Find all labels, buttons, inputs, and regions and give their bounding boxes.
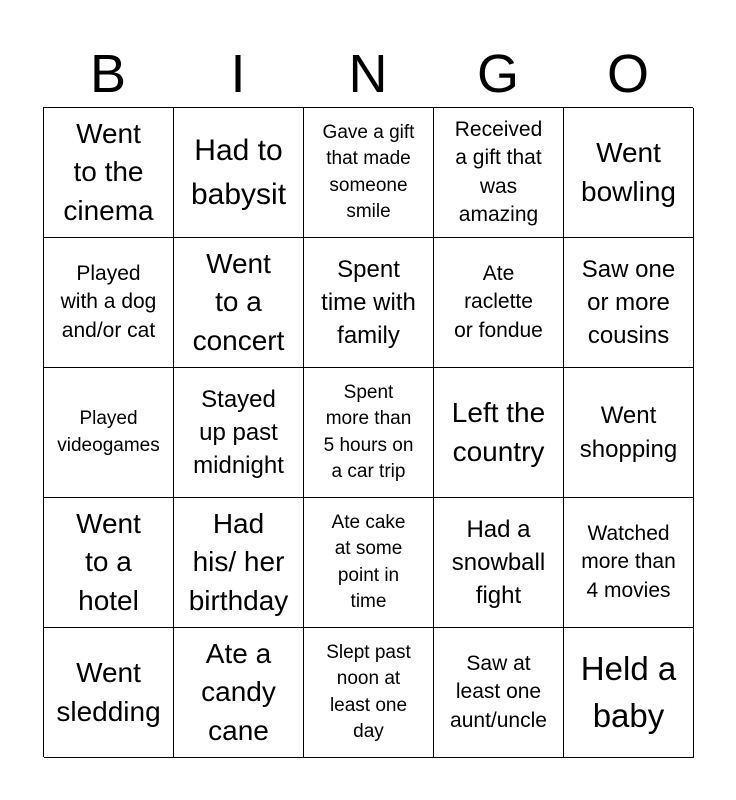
cell-text: Spent more than 5 hours on a car trip (323, 382, 414, 482)
cell-text: Went to a hotel (76, 507, 141, 616)
bingo-cell-r2c1[interactable] (44, 238, 174, 368)
cell-text: Spent time with family (321, 255, 416, 350)
bingo-cell-r1c1[interactable] (44, 108, 174, 238)
cell-text: Played with a dog and/or cat (60, 261, 157, 342)
cell-text: Stayed up past midnight (193, 385, 284, 480)
bingo-cell-r4c3[interactable] (304, 498, 434, 628)
header-letter-g: G (476, 44, 519, 104)
bingo-cell-r2c2[interactable] (174, 238, 304, 368)
bingo-cell-r5c5[interactable] (564, 628, 694, 758)
cell-text: Had his/ her birthday (188, 507, 289, 616)
bingo-cell-r2c4[interactable] (434, 238, 564, 368)
cell-text: Ate raclette or fondue (454, 261, 543, 342)
cell-text: Saw at least one aunt/uncle (450, 651, 547, 732)
bingo-cell-r3c3[interactable] (304, 368, 434, 498)
cell-text: Slept past noon at least one day (326, 642, 411, 742)
cell-text: Had a snowball fight (451, 515, 546, 610)
bingo-cell-r3c2[interactable] (174, 368, 304, 498)
cell-text: Ate a candy cane (201, 637, 276, 746)
bingo-cell-r1c3[interactable] (304, 108, 434, 238)
cell-text: Saw one or more cousins (581, 255, 676, 350)
bingo-cell-r2c5[interactable] (564, 238, 694, 368)
bingo-cell-r5c4[interactable] (434, 628, 564, 758)
cell-text: Went bowling (581, 136, 676, 207)
bingo-cell-r3c1[interactable] (44, 368, 174, 498)
bingo-cell-r1c4[interactable] (434, 108, 564, 238)
cell-text: Gave a gift that made someone smile (322, 122, 415, 222)
bingo-cell-r4c5[interactable] (564, 498, 694, 628)
cell-text: Went to a concert (192, 247, 285, 356)
bingo-board (43, 107, 693, 757)
header-letter-b: B (89, 44, 127, 104)
bingo-cell-r5c2[interactable] (174, 628, 304, 758)
bingo-header (43, 40, 693, 108)
bingo-cell-r5c1[interactable] (44, 628, 174, 758)
header-letter-o: O (606, 44, 649, 104)
bingo-cell-r3c4[interactable] (434, 368, 564, 498)
cell-text: Played videogames (57, 408, 160, 456)
bingo-cell-r4c1[interactable] (44, 498, 174, 628)
cell-text: Had to babysit (190, 134, 287, 211)
cell-text: Went shopping (579, 402, 678, 463)
bingo-cell-r1c5[interactable] (564, 108, 694, 238)
cell-text: Left the country (451, 396, 546, 467)
cell-text: Ate cake at some point in time (331, 512, 406, 612)
cell-text: Held a baby (580, 649, 677, 734)
cell-text: Went sledding (56, 656, 161, 727)
bingo-cell-r4c4[interactable] (434, 498, 564, 628)
header-letter-i: I (230, 44, 246, 104)
bingo-cell-r1c2[interactable] (174, 108, 304, 238)
bingo-cell-r3c5[interactable] (564, 368, 694, 498)
header-letter-n: N (348, 44, 388, 104)
bingo-cell-r2c3[interactable] (304, 238, 434, 368)
bingo-cell-r5c3[interactable] (304, 628, 434, 758)
cell-text: Watched more than 4 movies (581, 521, 676, 602)
bingo-cell-r4c2[interactable] (174, 498, 304, 628)
cell-text: Received a gift that was amazing (454, 117, 543, 226)
cell-text: Went to the cinema (63, 117, 154, 226)
